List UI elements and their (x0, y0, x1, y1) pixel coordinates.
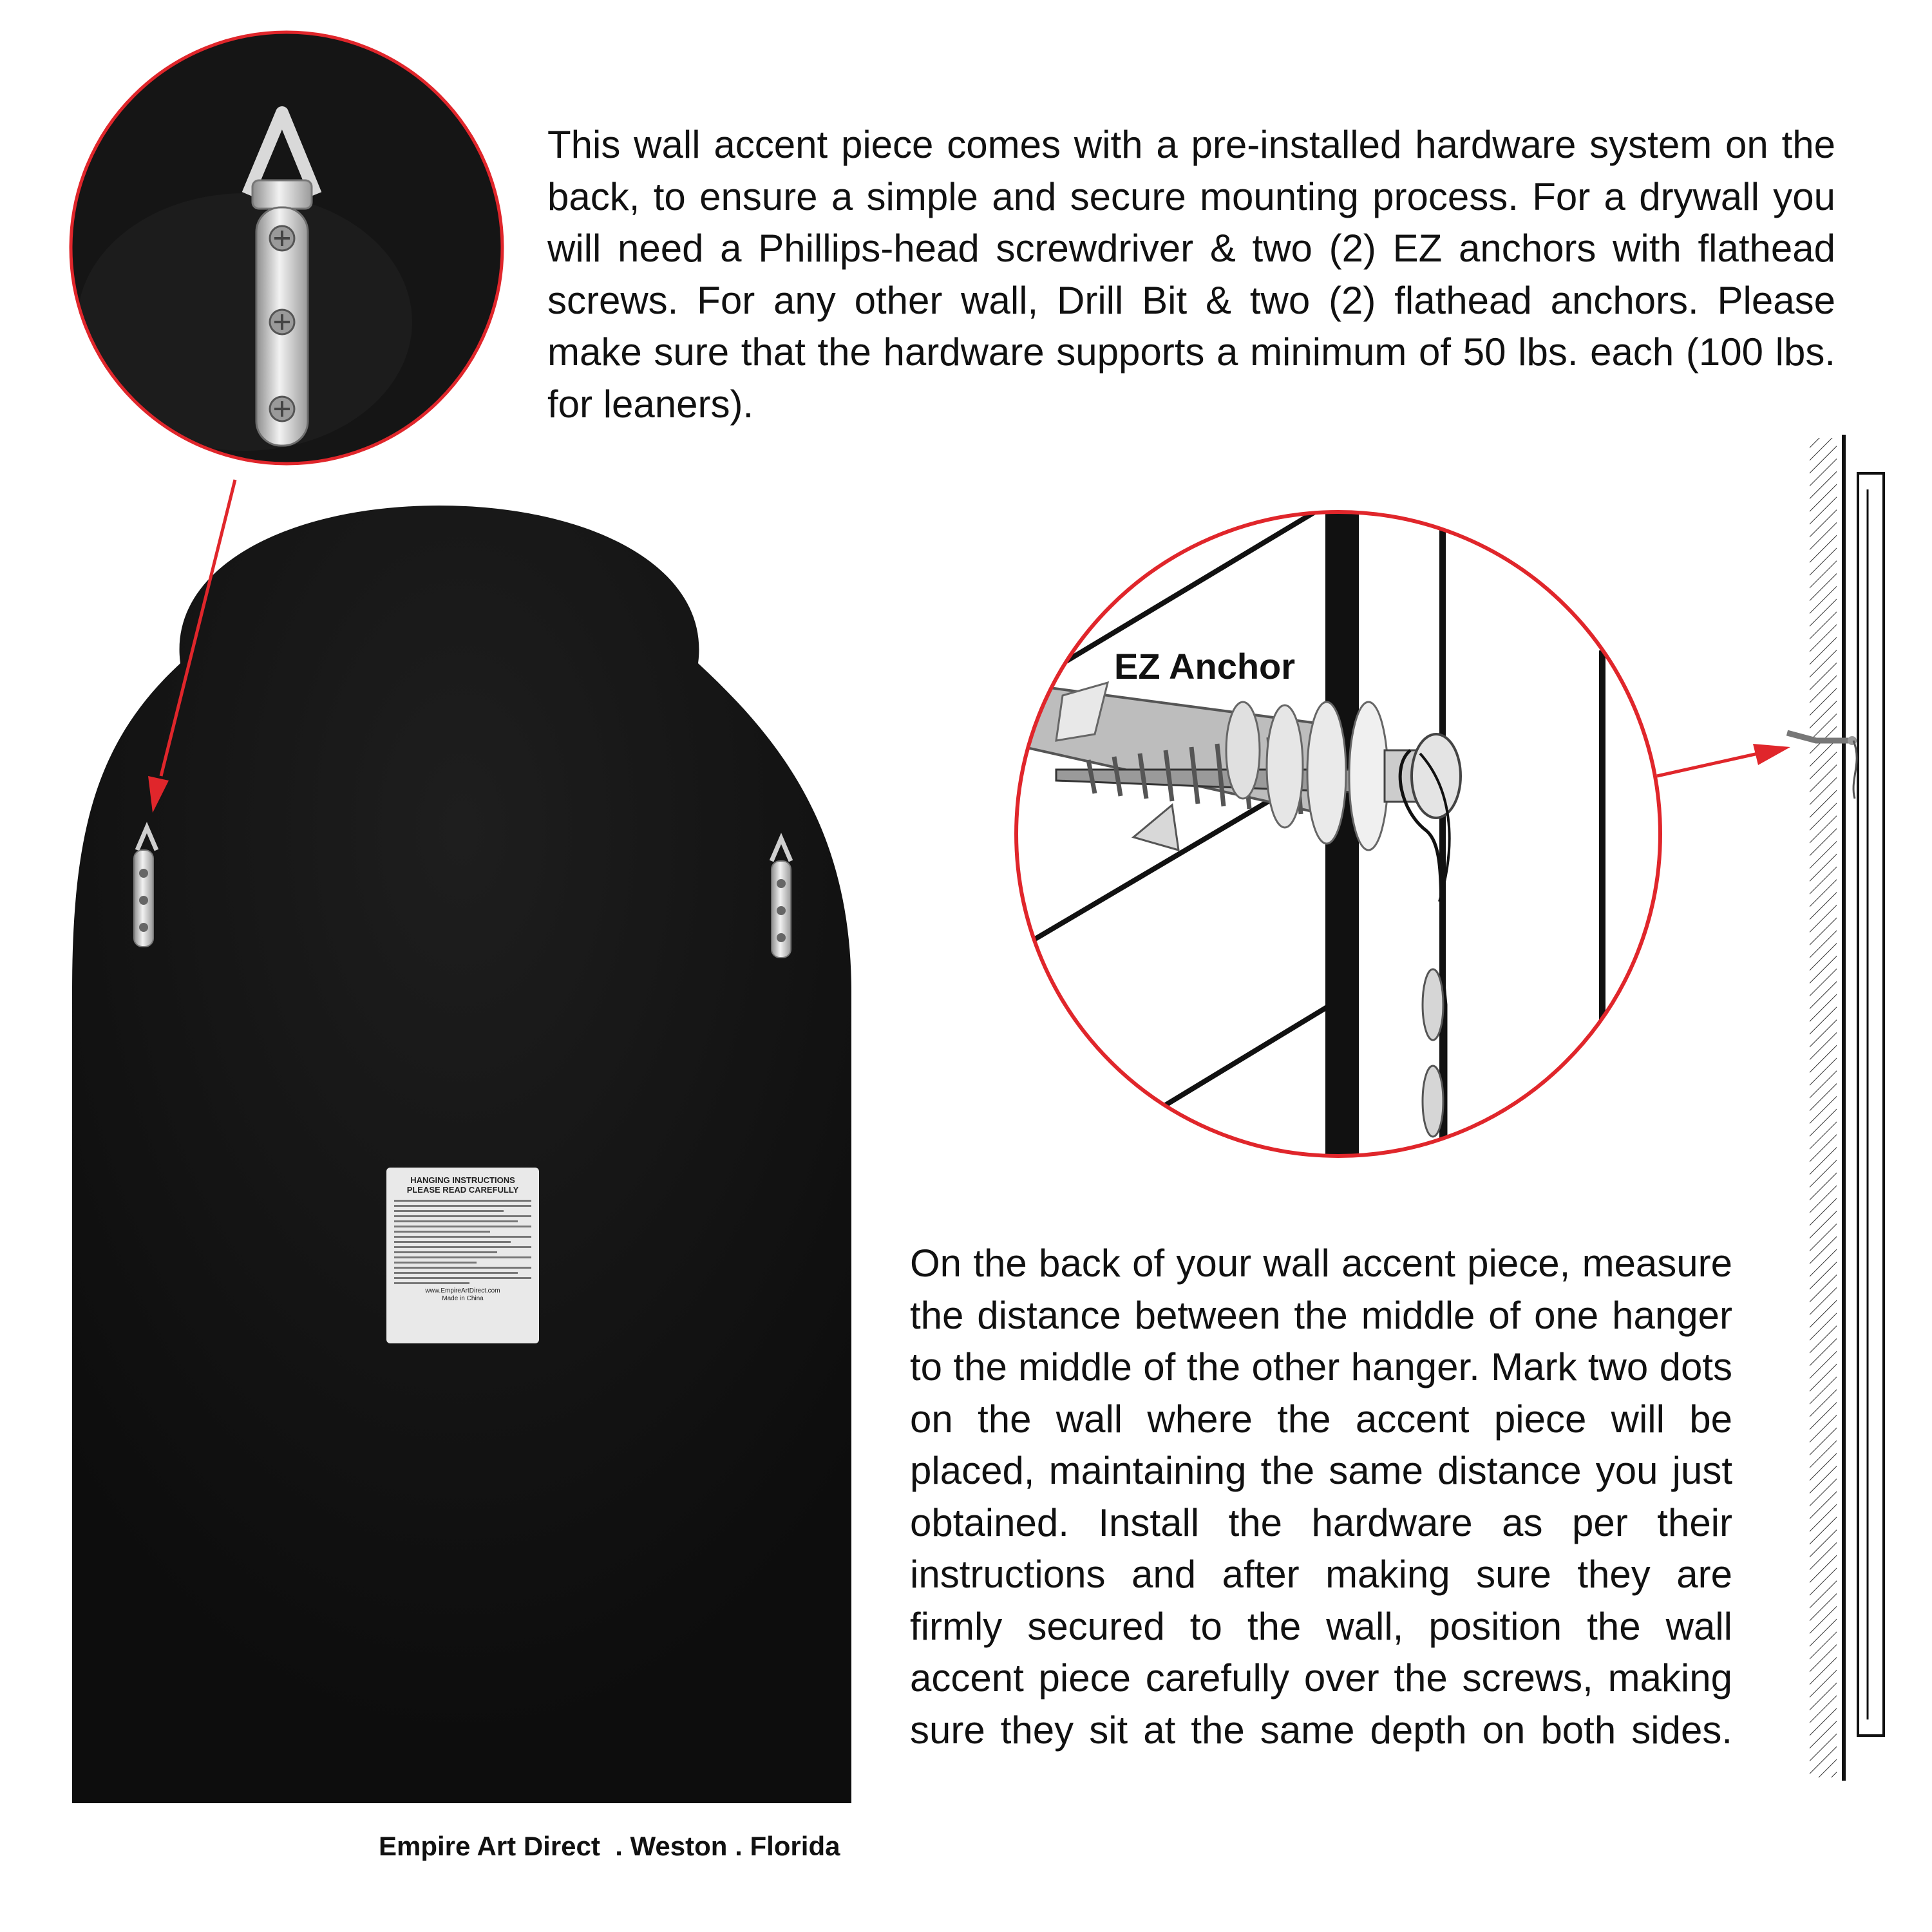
intro-instructions-text: This wall accent piece comes with a pre-installed hardware system on the back, to ensure a simple and secure mounting process. For a drywall you will need a Phillips-head screwdriver & two (2) EZ anchors with flathead screws. For any other wall, Drill Bit & two (2) flathead anchors. Please make sure that the hardware supports a minimum of 50 lbs. each (100 lbs. for leaners). (547, 123, 1835, 426)
hanger-zoom-callout (71, 32, 502, 464)
ez-anchor-zoom-callout (1011, 489, 1660, 1185)
label-website: www.EmpireArtDirect.com (425, 1287, 500, 1294)
mirror-back-panel (72, 506, 851, 1803)
mounting-steps-text: On the back of your wall accent piece, measure the distance between the middle of one hanger to the middle of the other hanger. Mark two dots on the wall where the accent piece will be placed, maintaining the same distance you just obtained. Install the hardware as per their instructions and after making sure they are firmly secured to the wall, position the wall accent piece carefully over the screws, making sure they sit at the same depth on both sides. (910, 1242, 1732, 1752)
label-subtitle: PLEASE READ CAREFULLY (406, 1185, 519, 1195)
hanging-instructions-label (386, 1168, 539, 1343)
label-origin: Made in China (442, 1295, 484, 1302)
label-title: HANGING INSTRUCTIONS (410, 1175, 515, 1185)
wall-side-view (1787, 435, 1884, 1781)
company-footer: Empire Art Direct . Weston . Florida (379, 1831, 840, 1861)
ez-anchor-label: EZ Anchor (1114, 646, 1296, 687)
label-fine-print (394, 1200, 531, 1284)
wall-callout-arrow (1657, 744, 1790, 776)
